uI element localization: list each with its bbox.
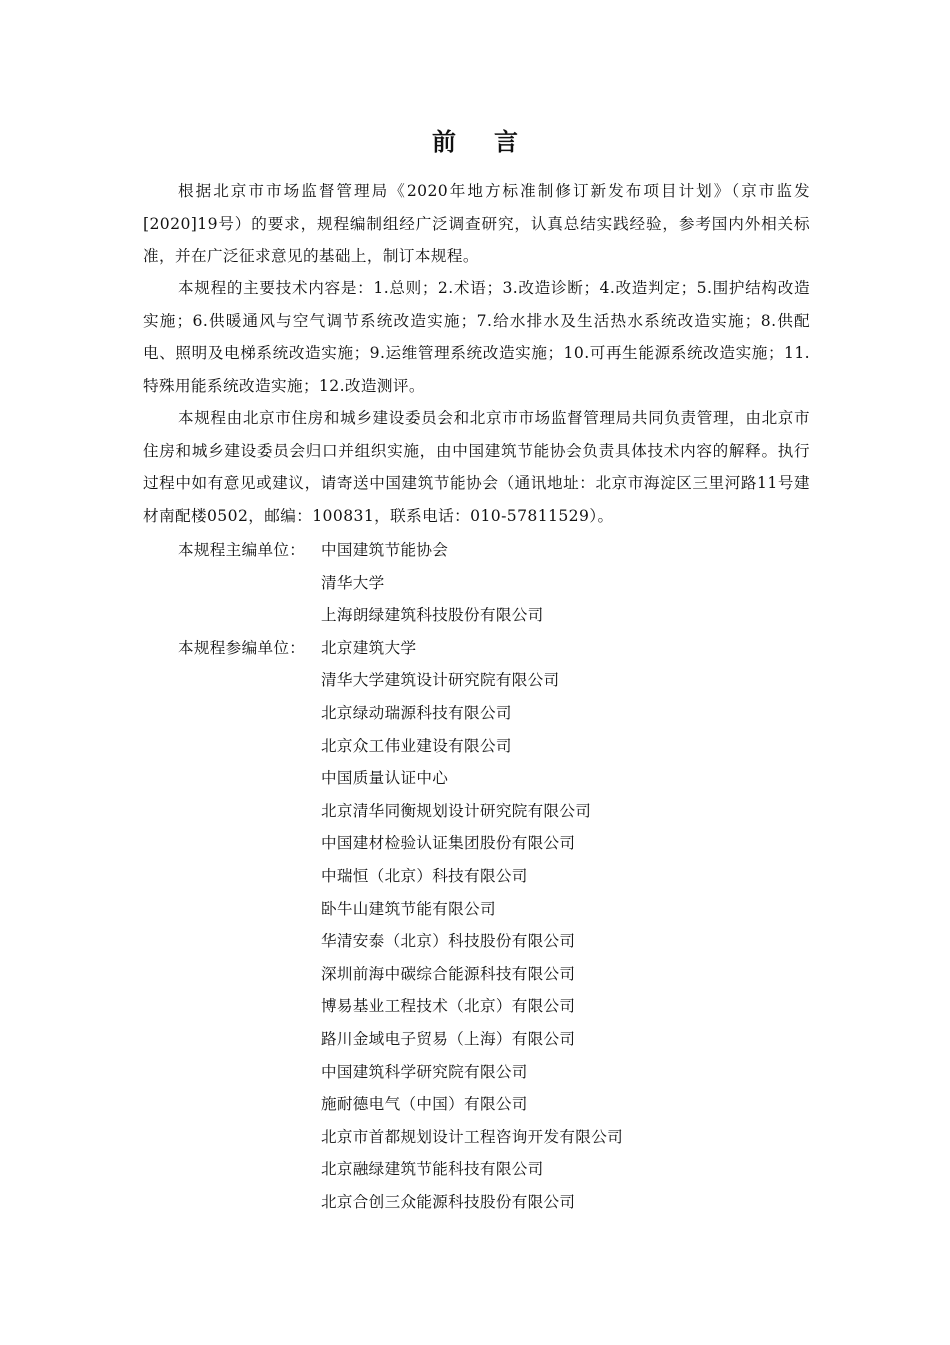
participating-unit-row bbox=[178, 1088, 808, 1121]
participating-unit-name: 清华大学建筑设计研究院有限公司 bbox=[321, 671, 560, 690]
participating-unit-name: 博易基业工程技术（北京）有限公司 bbox=[321, 997, 576, 1016]
participating-units-label: 本规程参编单位： bbox=[178, 638, 306, 657]
participating-unit-row bbox=[178, 1056, 808, 1089]
paragraph-contents: 本规程的主要技术内容是：1.总则；2.术语；3.改造诊断；4.改造判定；5.围护结构改造实施；6.供暖通风与空气调节系统改造实施；7.给水排水及生活热水系统改造实施；8.供配电、照明及电梯系统改造实施；9.运维管理系统改造实施；10.可再生能源系统改造实施；11.特殊用能系统改造实施；12.改造测评。 bbox=[143, 279, 810, 395]
participating-unit-name: 北京市首都规划设计工程咨询开发有限公司 bbox=[321, 1127, 623, 1146]
participating-unit-row bbox=[178, 1186, 808, 1219]
chief-unit-name: 中国建筑节能协会 bbox=[321, 541, 449, 559]
participating-unit-name: 中国质量认证中心 bbox=[321, 769, 449, 788]
participating-unit-row bbox=[178, 860, 808, 893]
chief-unit-row bbox=[178, 567, 808, 600]
participating-unit-row bbox=[178, 664, 808, 697]
page-title: 前言 bbox=[432, 128, 556, 156]
participating-unit-name: 中国建材检验认证集团股份有限公司 bbox=[321, 834, 576, 853]
participating-unit-row bbox=[178, 827, 808, 860]
participating-unit-row bbox=[178, 893, 808, 926]
participating-unit-name: 北京众工伟业建设有限公司 bbox=[321, 736, 512, 755]
participating-unit-name: 北京清华同衡规划设计研究院有限公司 bbox=[321, 801, 592, 820]
participating-unit-name: 北京建筑大学 bbox=[321, 638, 417, 657]
participating-unit-row bbox=[178, 730, 808, 763]
participating-unit-name: 路川金域电子贸易（上海）有限公司 bbox=[321, 1029, 576, 1048]
participating-unit-row bbox=[178, 958, 808, 991]
paragraph-management: 本规程由北京市住房和城乡建设委员会和北京市市场监督管理局共同负责管理，由北京市住房和城乡建设委员会归口并组织实施，由中国建筑节能协会负责具体技术内容的解释。执行过程中如有意见或建议，请寄送中国建筑节能协会（通讯地址：北京市海淀区三里河路11号建材南配楼0502，邮编：100831，联系电话：010-57811529）。 bbox=[143, 409, 810, 525]
chief-unit-name: 上海朗绿建筑科技股份有限公司 bbox=[321, 606, 544, 625]
participating-unit-name: 卧牛山建筑节能有限公司 bbox=[321, 899, 496, 918]
participating-unit-name: 北京合创三众能源科技股份有限公司 bbox=[321, 1192, 576, 1211]
participating-unit-name: 北京绿动瑞源科技有限公司 bbox=[321, 703, 512, 722]
participating-unit-name: 施耐德电气（中国）有限公司 bbox=[321, 1095, 528, 1114]
chief-units-label: 本规程主编单位： bbox=[178, 541, 306, 559]
participating-unit-row bbox=[178, 697, 808, 730]
chief-unit-name: 清华大学 bbox=[321, 573, 385, 592]
participating-unit-row bbox=[178, 632, 808, 665]
participating-unit-row bbox=[178, 762, 808, 795]
participating-unit-row bbox=[178, 925, 808, 958]
chief-unit-row bbox=[178, 534, 808, 567]
participating-unit-name: 深圳前海中碳综合能源科技有限公司 bbox=[321, 964, 576, 983]
participating-unit-name: 北京融绿建筑节能科技有限公司 bbox=[321, 1160, 544, 1179]
participating-unit-row bbox=[178, 1023, 808, 1056]
participating-unit-row bbox=[178, 795, 808, 828]
participating-unit-row bbox=[178, 990, 808, 1023]
units-list bbox=[178, 534, 808, 1218]
paragraph-basis: 根据北京市市场监督管理局《2020年地方标准制修订新发布项目计划》（京市监发[2020]19号）的要求，规程编制组经广泛调查研究，认真总结实践经验，参考国内外相关标准，并在广泛征求意见的基础上，制订本规程。 bbox=[143, 182, 810, 265]
participating-unit-name: 中国建筑科学研究院有限公司 bbox=[321, 1062, 528, 1081]
participating-unit-row bbox=[178, 1121, 808, 1154]
chief-unit-row bbox=[178, 599, 808, 632]
participating-unit-name: 华清安泰（北京）科技股份有限公司 bbox=[321, 932, 576, 951]
participating-unit-name: 中瑞恒（北京）科技有限公司 bbox=[321, 866, 528, 885]
participating-unit-row bbox=[178, 1153, 808, 1186]
